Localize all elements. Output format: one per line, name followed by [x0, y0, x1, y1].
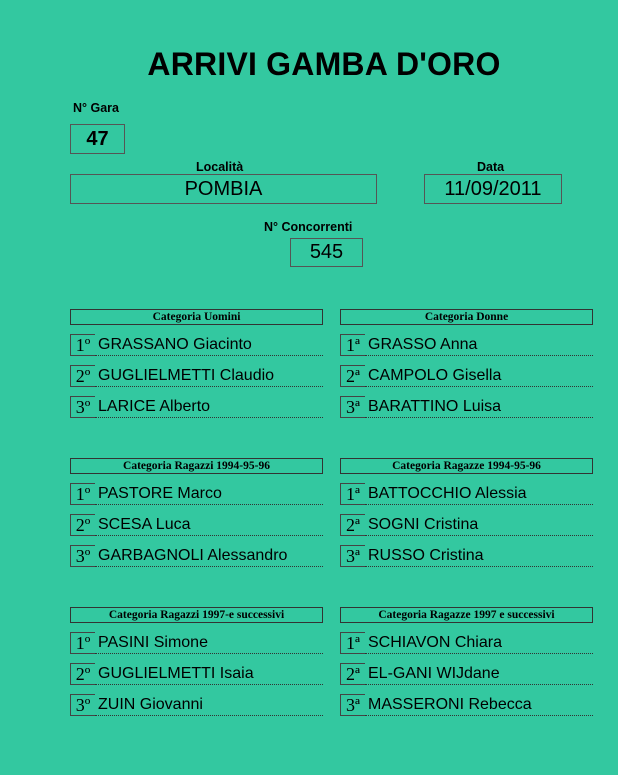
gara-number-field[interactable] [70, 124, 125, 154]
category-header: Categoria Ragazzi 1994-95-96 [70, 458, 323, 474]
rank-label: 1ª [340, 334, 365, 356]
athlete-name[interactable]: LARICE Alberto [95, 396, 323, 418]
athlete-name[interactable]: PASTORE Marco [95, 483, 323, 505]
athlete-name[interactable]: GARBAGNOLI Alessandro [95, 545, 323, 567]
rank-label: 3ª [340, 396, 365, 418]
athlete-name[interactable]: GUGLIELMETTI Claudio [95, 365, 323, 387]
rank-label: 2º [70, 514, 95, 536]
athlete-name[interactable]: CAMPOLO Gisella [365, 365, 593, 387]
rank-label: 2ª [340, 663, 365, 685]
athlete-name[interactable]: BATTOCCHIO Alessia [365, 483, 593, 505]
date-field[interactable] [424, 174, 562, 204]
category-header: Categoria Uomini [70, 309, 323, 325]
rank-label: 1ª [340, 632, 365, 654]
category-header: Categoria Ragazzi 1997-e successivi [70, 607, 323, 623]
athlete-name[interactable]: RUSSO Cristina [365, 545, 593, 567]
rank-label: 3º [70, 545, 95, 567]
athlete-name[interactable]: MASSERONI Rebecca [365, 694, 593, 716]
rank-label: 3ª [340, 694, 365, 716]
rank-label: 1º [70, 334, 95, 356]
rank-label: 2ª [340, 514, 365, 536]
athlete-name[interactable]: SCHIAVON Chiara [365, 632, 593, 654]
rank-label: 2º [70, 663, 95, 685]
rank-label: 3ª [340, 545, 365, 567]
rank-label: 1º [70, 483, 95, 505]
athlete-name[interactable]: GRASSO Anna [365, 334, 593, 356]
category-header: Categoria Ragazze 1997 e successivi [340, 607, 593, 623]
concorrenti-label: N° Concorrenti [264, 220, 353, 234]
athlete-name[interactable]: GUGLIELMETTI Isaia [95, 663, 323, 685]
rank-label: 1ª [340, 483, 365, 505]
athlete-name[interactable]: SCESA Luca [95, 514, 323, 536]
category-header: Categoria Ragazze 1994-95-96 [340, 458, 593, 474]
data-label: Data [477, 160, 505, 174]
athlete-name[interactable]: PASINI Simone [95, 632, 323, 654]
rank-label: 2ª [340, 365, 365, 387]
rank-label: 3º [70, 694, 95, 716]
date-value: 11/09/2011 [444, 177, 542, 200]
localita-field[interactable] [70, 174, 377, 204]
gara-number-value: 47 [86, 127, 109, 150]
athlete-name[interactable]: ZUIN Giovanni [95, 694, 323, 716]
gara-label: N° Gara [73, 101, 119, 115]
athlete-name[interactable]: BARATTINO Luisa [365, 396, 593, 418]
athlete-name[interactable]: EL-GANI WIJdane [365, 663, 593, 685]
page-title: ARRIVI GAMBA D'ORO [147, 46, 501, 82]
concorrenti-value: 545 [309, 241, 344, 263]
concorrenti-field[interactable] [290, 238, 363, 267]
athlete-name[interactable]: SOGNI Cristina [365, 514, 593, 536]
rank-label: 1º [70, 632, 95, 654]
category-header: Categoria Donne [340, 309, 593, 325]
rank-label: 3º [70, 396, 95, 418]
localita-value: POMBIA [184, 177, 263, 200]
rank-label: 2º [70, 365, 95, 387]
localita-label: Località [196, 160, 244, 174]
athlete-name[interactable]: GRASSANO Giacinto [95, 334, 323, 356]
